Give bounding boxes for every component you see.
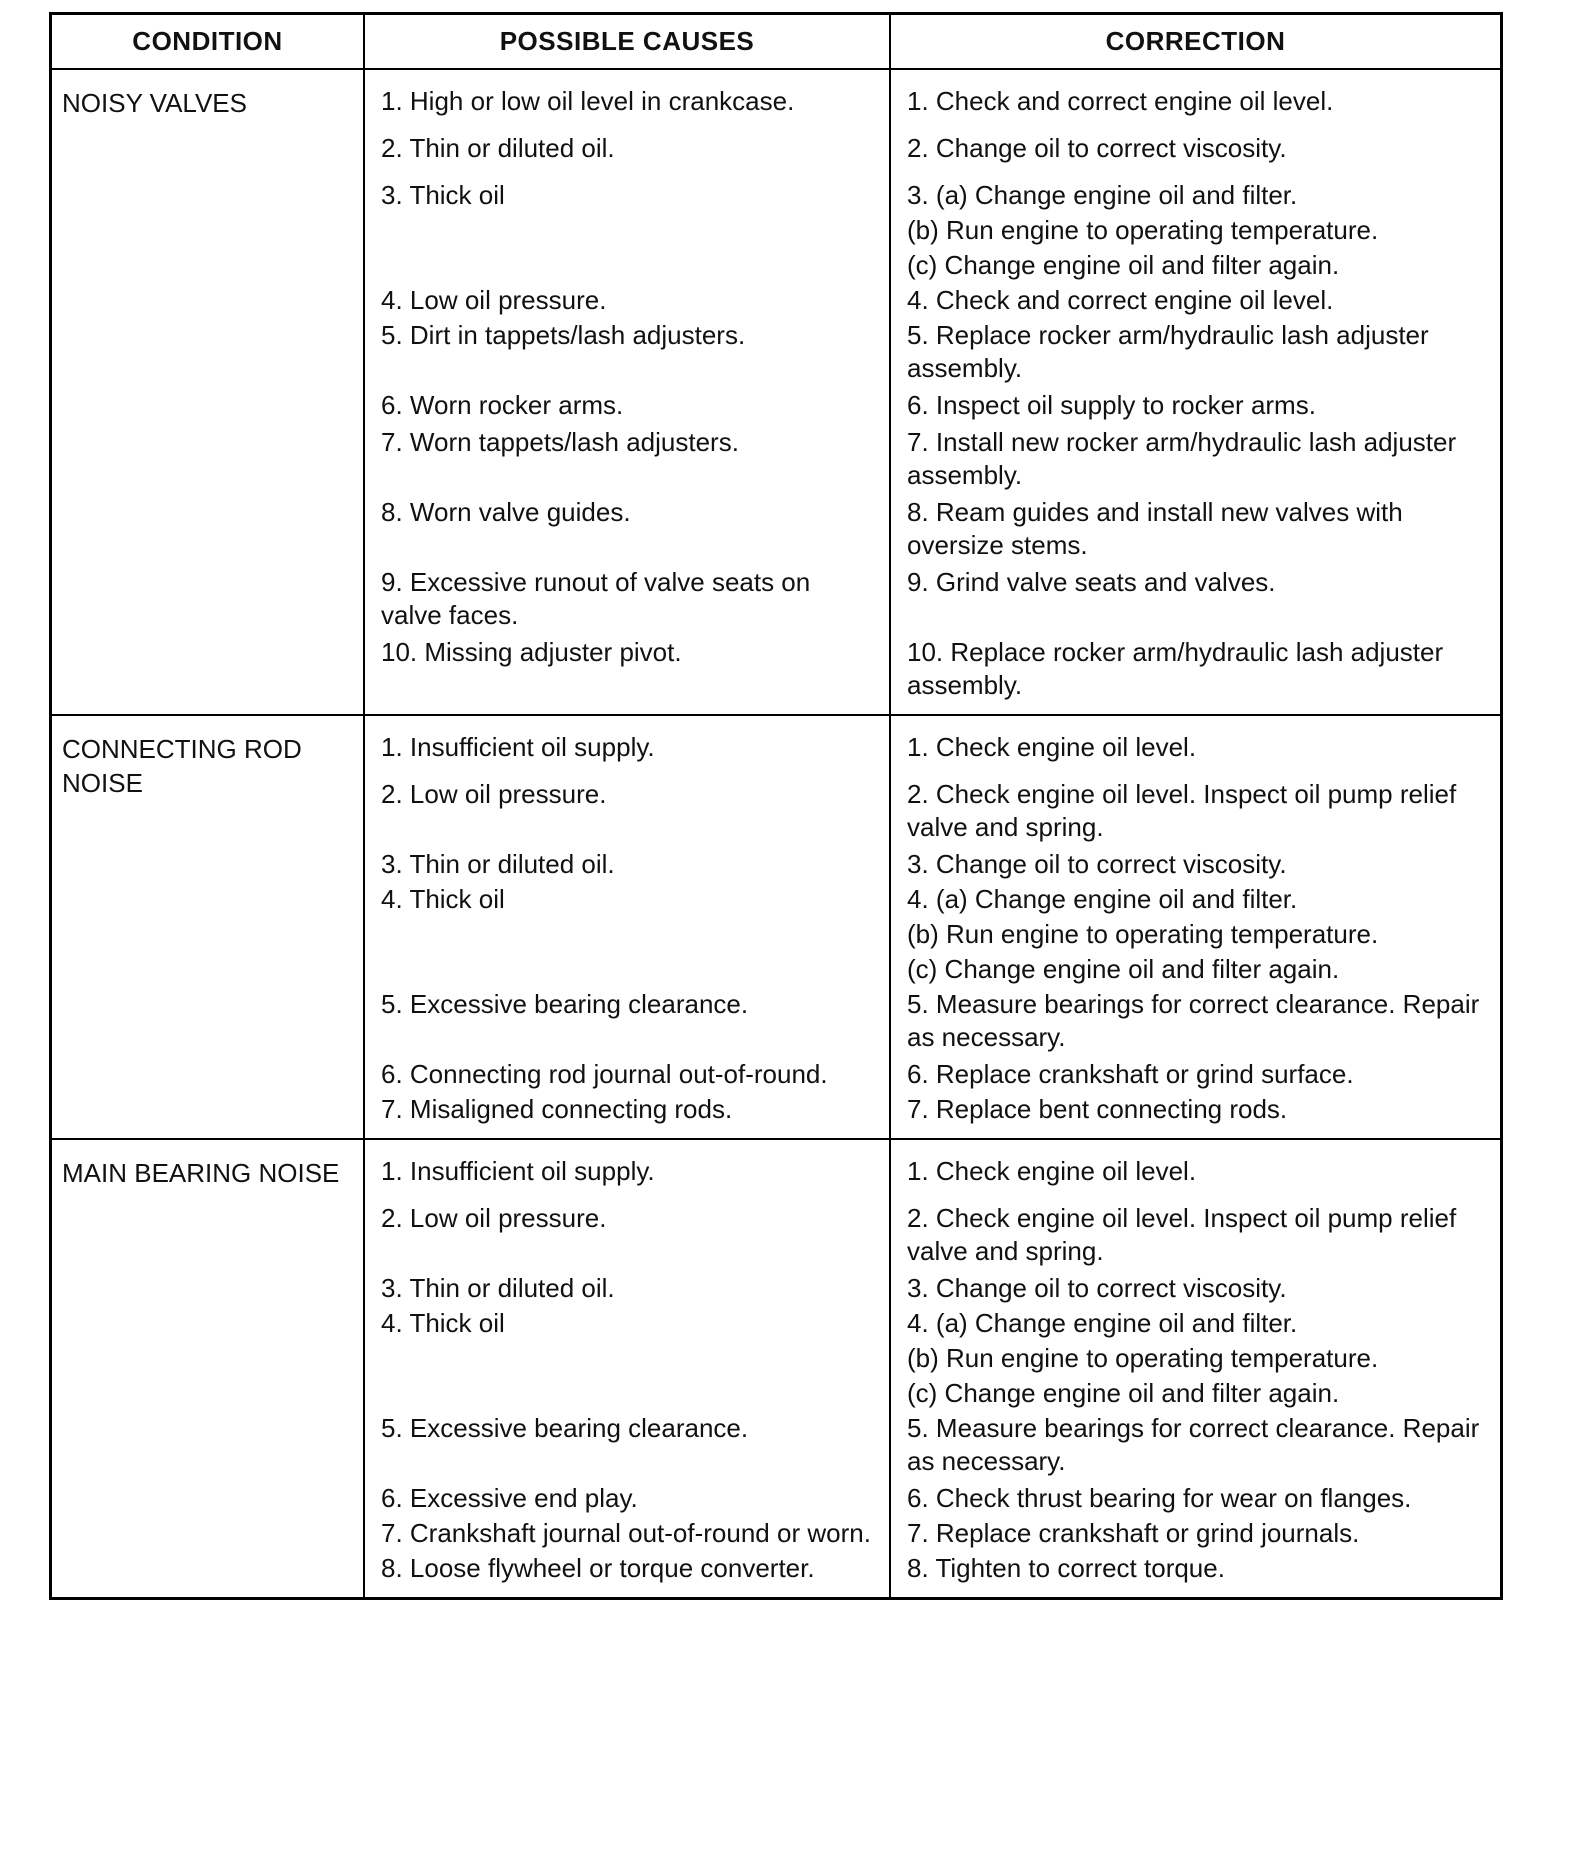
possible-cause: 4. Low oil pressure. (381, 285, 607, 315)
troubleshooting-table (49, 12, 1503, 1600)
correction: (b) Run engine to operating temperature. (907, 919, 1379, 949)
table-row (365, 249, 1500, 282)
correction: 4. (a) Change engine oil and filter. (907, 1308, 1298, 1338)
possible-cause: 5. Excessive bearing clearance. (381, 1413, 749, 1443)
correction: 7. Install new rocker arm/hydraulic lash adjuster assembly. (907, 427, 1457, 490)
correction: (b) Run engine to operating temperature. (907, 1343, 1379, 1373)
correction: 3. Change oil to correct viscosity. (907, 1273, 1287, 1303)
correction: 4. (a) Change engine oil and filter. (907, 884, 1298, 914)
table-row (365, 1058, 1500, 1091)
possible-cause: 8. Loose flywheel or torque converter. (381, 1553, 815, 1583)
table-header (52, 15, 1500, 70)
possible-cause: 6. Connecting rod journal out-of-round. (381, 1059, 828, 1089)
condition-section (52, 70, 1500, 716)
correction: 2. Change oil to correct viscosity. (907, 133, 1287, 163)
correction: 9. Grind valve seats and valves. (907, 567, 1276, 597)
correction: 8. Tighten to correct torque. (907, 1553, 1225, 1583)
table-row (365, 778, 1500, 844)
possible-cause (365, 1342, 891, 1375)
condition-label: MAIN BEARING NOISE (52, 1140, 365, 1597)
table-row (365, 1202, 1500, 1268)
correction: 6. Inspect oil supply to rocker arms. (907, 390, 1316, 420)
condition-label: CONNECTING ROD NOISE (52, 716, 365, 1138)
correction: 5. Replace rocker arm/hydraulic lash adjuster assembly. (907, 320, 1429, 383)
correction: 5. Measure bearings for correct clearance. Repair as necessary. (907, 989, 1480, 1052)
correction: (b) Run engine to operating temperature. (907, 215, 1379, 245)
possible-cause: 2. Low oil pressure. (381, 1203, 607, 1233)
possible-cause: 7. Worn tappets/lash adjusters. (381, 427, 739, 457)
table-row (365, 132, 1500, 165)
table-row (365, 85, 1500, 118)
possible-cause: 7. Misaligned connecting rods. (381, 1094, 733, 1124)
condition-section (52, 716, 1500, 1140)
possible-cause: 3. Thick oil (381, 180, 505, 210)
correction: 10. Replace rocker arm/hydraulic lash adjuster assembly. (907, 637, 1444, 700)
table-row (365, 389, 1500, 422)
table-row (365, 1412, 1500, 1478)
correction: 7. Replace bent connecting rods. (907, 1094, 1288, 1124)
possible-cause: 1. High or low oil level in crankcase. (381, 86, 795, 116)
possible-cause (365, 953, 891, 986)
table-row (365, 731, 1500, 764)
table-row (365, 496, 1500, 562)
cause-correction-list (365, 716, 1500, 1138)
table-row (365, 1517, 1500, 1550)
possible-cause: 1. Insufficient oil supply. (381, 732, 655, 762)
header-possible-causes: POSSIBLE CAUSES (365, 15, 891, 68)
possible-cause: 1. Insufficient oil supply. (381, 1156, 655, 1186)
table-row (365, 988, 1500, 1054)
table-row (365, 566, 1500, 632)
correction: 6. Check thrust bearing for wear on flanges. (907, 1483, 1412, 1513)
correction: 4. Check and correct engine oil level. (907, 285, 1334, 315)
correction: 1. Check engine oil level. (907, 732, 1197, 762)
table-row (365, 848, 1500, 881)
table-row (365, 1307, 1500, 1340)
table-row (365, 636, 1500, 702)
table-row (365, 284, 1500, 317)
condition-label: NOISY VALVES (52, 70, 365, 714)
possible-cause (365, 214, 891, 247)
possible-cause: 4. Thick oil (381, 884, 505, 914)
correction: 2. Check engine oil level. Inspect oil pump relief valve and spring. (907, 779, 1457, 842)
table-row (365, 1093, 1500, 1126)
table-row (365, 1552, 1500, 1585)
correction: (c) Change engine oil and filter again. (907, 250, 1340, 280)
possible-cause (365, 249, 891, 282)
correction: 8. Ream guides and install new valves with oversize stems. (907, 497, 1403, 560)
table-row (365, 214, 1500, 247)
correction: 6. Replace crankshaft or grind surface. (907, 1059, 1354, 1089)
possible-cause: 6. Worn rocker arms. (381, 390, 624, 420)
header-correction: CORRECTION (1105, 26, 1286, 56)
correction: 3. (a) Change engine oil and filter. (907, 180, 1298, 210)
correction: 1. Check and correct engine oil level. (907, 86, 1334, 116)
correction: 7. Replace crankshaft or grind journals. (907, 1518, 1360, 1548)
table-row (365, 883, 1500, 916)
cause-correction-list (365, 70, 1500, 714)
possible-cause (365, 918, 891, 951)
table-row (365, 426, 1500, 492)
table-row (365, 1342, 1500, 1375)
correction: 3. Change oil to correct viscosity. (907, 849, 1287, 879)
condition-section (52, 1140, 1500, 1597)
possible-cause: 6. Excessive end play. (381, 1483, 638, 1513)
correction: (c) Change engine oil and filter again. (907, 1378, 1340, 1408)
correction: 1. Check engine oil level. (907, 1156, 1197, 1186)
table-row (365, 1482, 1500, 1515)
possible-cause: 2. Thin or diluted oil. (381, 133, 615, 163)
table-row (365, 319, 1500, 385)
table-row (365, 1377, 1500, 1410)
table-row (365, 918, 1500, 951)
header-condition: CONDITION (52, 15, 365, 68)
correction: 5. Measure bearings for correct clearance. Repair as necessary. (907, 1413, 1480, 1476)
table-row (365, 953, 1500, 986)
possible-cause: 4. Thick oil (381, 1308, 505, 1338)
table-body (52, 70, 1500, 1597)
correction: (c) Change engine oil and filter again. (907, 954, 1340, 984)
possible-cause: 8. Worn valve guides. (381, 497, 631, 527)
possible-cause: 2. Low oil pressure. (381, 779, 607, 809)
possible-cause: 3. Thin or diluted oil. (381, 1273, 615, 1303)
table-row (365, 1155, 1500, 1188)
possible-cause: 3. Thin or diluted oil. (381, 849, 615, 879)
possible-cause (365, 1377, 891, 1410)
possible-cause: 10. Missing adjuster pivot. (381, 637, 682, 667)
table-row (365, 1272, 1500, 1305)
cause-correction-list (365, 1140, 1500, 1597)
possible-cause: 5. Excessive bearing clearance. (381, 989, 749, 1019)
possible-cause: 9. Excessive runout of valve seats on valve faces. (381, 567, 811, 630)
possible-cause: 5. Dirt in tappets/lash adjusters. (381, 320, 746, 350)
table-row (365, 179, 1500, 212)
correction: 2. Check engine oil level. Inspect oil pump relief valve and spring. (907, 1203, 1457, 1266)
possible-cause: 7. Crankshaft journal out-of-round or worn. (381, 1518, 871, 1548)
